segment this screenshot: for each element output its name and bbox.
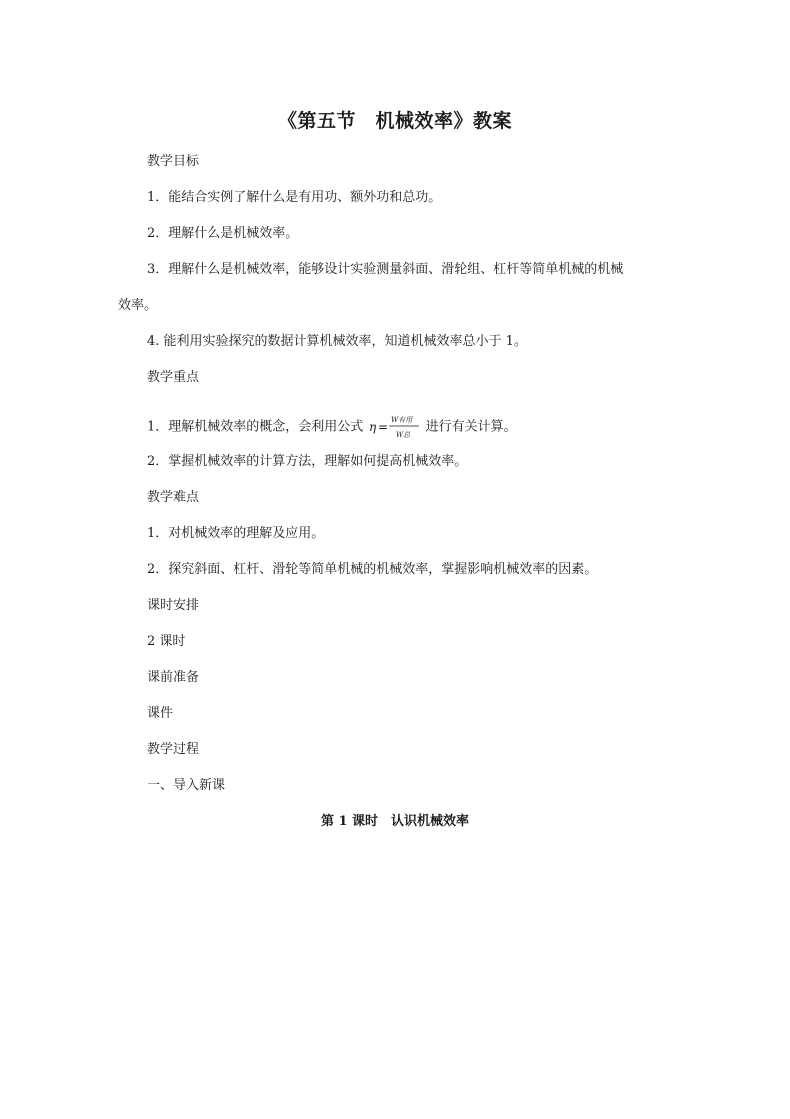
section-heading-key-points: 教学重点 (147, 370, 200, 385)
objective-item: 2．理解什么是机械效率。 (147, 226, 299, 241)
section-heading-schedule: 课时安排 (147, 598, 200, 613)
formula-numerator: W有用 (391, 416, 413, 424)
section-heading-objectives: 教学目标 (147, 154, 200, 169)
difficult-point-item: 1．对机械效率的理解及应用。 (147, 526, 325, 541)
section-heading-preparation: 课前准备 (147, 670, 200, 685)
section-heading-difficult-points: 教学难点 (147, 490, 200, 505)
lesson-subtitle: 第 1 课时 认识机械效率 (320, 814, 470, 829)
schedule-value: 2 课时 (147, 634, 186, 649)
efficiency-formula (368, 412, 420, 442)
objective-item: 4. 能利用实验探究的数据计算机械效率，知道机械效率总小于 1。 (147, 334, 527, 349)
key-point-prefix: 1．理解机械效率的概念，会利用公式 (147, 419, 364, 435)
objective-item: 3．理解什么是机械效率，能够设计实验测量斜面、滑轮组、杠杆等简单机械的机械 (147, 262, 624, 277)
formula-equals: = (378, 420, 389, 434)
formula-denominator: W总 (396, 431, 411, 439)
key-point-item (147, 412, 517, 442)
process-step: 一、导入新课 (147, 778, 226, 793)
formula-eta: η (369, 420, 377, 434)
key-point-item: 2．掌握机械效率的计算方法，理解如何提高机械效率。 (147, 454, 468, 469)
key-point-suffix: 进行有关计算。 (425, 419, 517, 435)
objective-item-continuation: 效率。 (118, 298, 158, 313)
difficult-point-item: 2．探究斜面、杠杆、滑轮等简单机械的机械效率，掌握影响机械效率的因素。 (147, 562, 598, 577)
document-title: 《第五节 机械效率》教案 (277, 110, 512, 132)
objective-item: 1．能结合实例了解什么是有用功、额外功和总功。 (147, 190, 442, 205)
section-heading-process: 教学过程 (147, 742, 200, 757)
preparation-value: 课件 (147, 706, 174, 721)
